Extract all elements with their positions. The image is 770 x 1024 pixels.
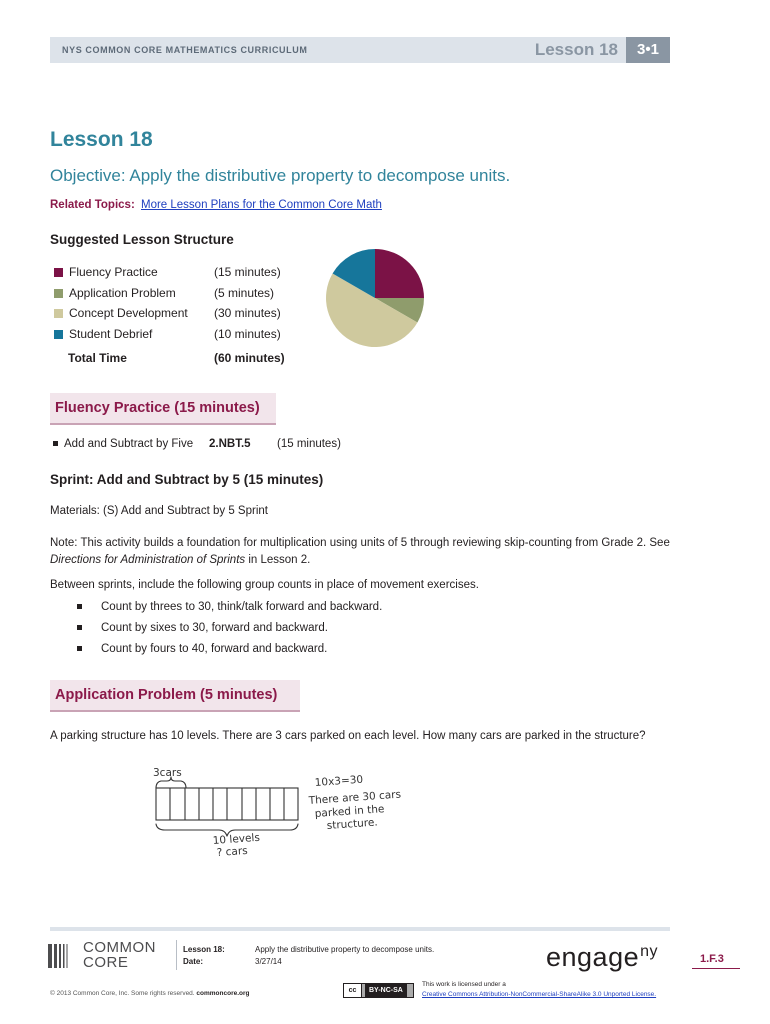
list-item-text: Count by threes to 30, think/talk forward and backward. [101,601,383,613]
page-title: Lesson 18 [50,128,153,151]
related-topics-label: Related Topics: [50,199,135,211]
sprint-note-text-end: in Lesson 2. [245,554,311,566]
header-lesson: Lesson 18 [534,40,618,59]
structure-row-time: (30 minutes) [214,306,281,320]
list-item [77,643,327,655]
curriculum-title: NYS COMMON CORE MATHEMATICS CURRICULUM [62,45,308,55]
legend-swatch-concept [54,309,63,318]
fluency-item-text: Add and Subtract by Five [64,438,194,450]
footer-divider [176,940,177,970]
legend-swatch-application [54,289,63,298]
objective: Objective: Apply the distributive property to decompose units. [50,166,511,185]
sketch-answer-line: There are 30 cars [308,788,402,807]
bullet-icon [77,604,82,609]
total-time-label: Total Time [68,351,127,365]
bullet-icon [53,441,58,446]
related-topics [50,199,382,211]
lesson-pie-chart [325,248,425,348]
logo-line: COMMON [83,939,156,956]
structure-row-name: Application Problem [69,286,176,300]
cc-badge-text: BY-NC-SA [365,984,407,997]
application-heading-band [50,680,300,712]
total-time-value: (60 minutes) [214,351,285,365]
logo-line: CORE [83,954,129,971]
list-item [77,601,382,613]
sprint-between: Between sprints, include the following group counts in place of movement exercises. [50,579,479,591]
structure-title: Suggested Lesson Structure [50,232,234,247]
structure-row-name: Concept Development [69,306,188,320]
common-core-logo-icon [48,940,80,970]
structure-row-time: (10 minutes) [214,327,281,341]
sprint-materials: Materials: (S) Add and Subtract by 5 Sprint [50,505,268,517]
copyright-text: © 2013 Common Core, Inc. Some rights reserved. [50,990,197,997]
sprint-note-emphasis: Directions for Administration of Sprints [50,554,246,566]
structure-row-name: Fluency Practice [69,265,158,279]
sketch-bottom-line: ? cars [216,844,249,859]
footer-date-value: 3/27/14 [255,957,282,966]
engage-text: engage [546,942,640,972]
fluency-standard: 2.NBT.5 [209,438,251,450]
structure-row-time: (5 minutes) [214,286,275,300]
common-core-logo-text [83,940,156,970]
legend-swatch-fluency [54,268,63,277]
list-item-text: Count by sixes to 30, forward and backward. [101,622,328,634]
engage-sup: ny [640,943,659,960]
sprint-note-text: Note: This activity builds a foundation for multiplication using units of 5 through reviewing skip-counting from Grade 2. See [50,537,670,549]
sprint-note [50,535,680,569]
sketch-answer-line: parked in the [314,803,385,820]
bullet-icon [77,646,82,651]
footer-date-label: Date: [183,957,204,966]
footer-rule [50,927,670,931]
list-item-text: Count by fours to 40, forward and backward. [101,643,328,655]
fluency-heading-band [50,393,276,425]
fluency-time: (15 minutes) [277,438,341,450]
sprint-heading: Sprint: Add and Subtract by 5 (15 minutes) [50,472,324,487]
copyright-site: commoncore.org [196,990,250,997]
list-item [77,622,328,634]
engageny-logo [546,942,658,973]
footer-lesson-label: Lesson 18: [183,945,225,954]
student-work-sketch [145,762,435,872]
cc-icon: cc [344,984,362,997]
copyright [50,990,250,997]
bullet-icon [77,625,82,630]
license-text: This work is licensed under a [422,981,506,988]
footer-values [255,944,434,968]
application-problem: A parking structure has 10 levels. There are 3 cars parked on each level. How many cars are parked in the structure? [50,730,646,742]
sketch-bottom-line: 10 levels [212,831,261,847]
fluency-heading: Fluency Practice (15 minutes) [55,400,260,416]
structure-row-name: Student Debrief [69,327,153,341]
application-heading: Application Problem (5 minutes) [55,687,278,703]
sketch-equation: 10x3=30 [314,773,364,789]
legend-swatch-debrief [54,330,63,339]
pie-slice-fluency-practice [375,249,424,298]
page-reference: 1.F.3 [700,953,724,965]
fluency-item [53,438,193,450]
sketch-answer-line: structure. [326,816,379,832]
structure-row-time: (15 minutes) [214,265,281,279]
footer-lesson-value: Apply the distributive property to decompose units. [255,945,435,954]
header-bar [50,37,670,63]
header-module-badge: 3•1 [626,37,670,63]
sketch-top-label: 3cars [153,767,182,779]
related-topics-link[interactable]: More Lesson Plans for the Common Core Math [140,199,382,211]
footer-labels [183,944,225,968]
license-link[interactable]: Creative Commons Attribution-NonCommercial-ShareAlike 3.0 Unported License. [422,991,657,998]
page-reference-underline [692,968,740,969]
creative-commons-badge[interactable] [343,983,414,998]
